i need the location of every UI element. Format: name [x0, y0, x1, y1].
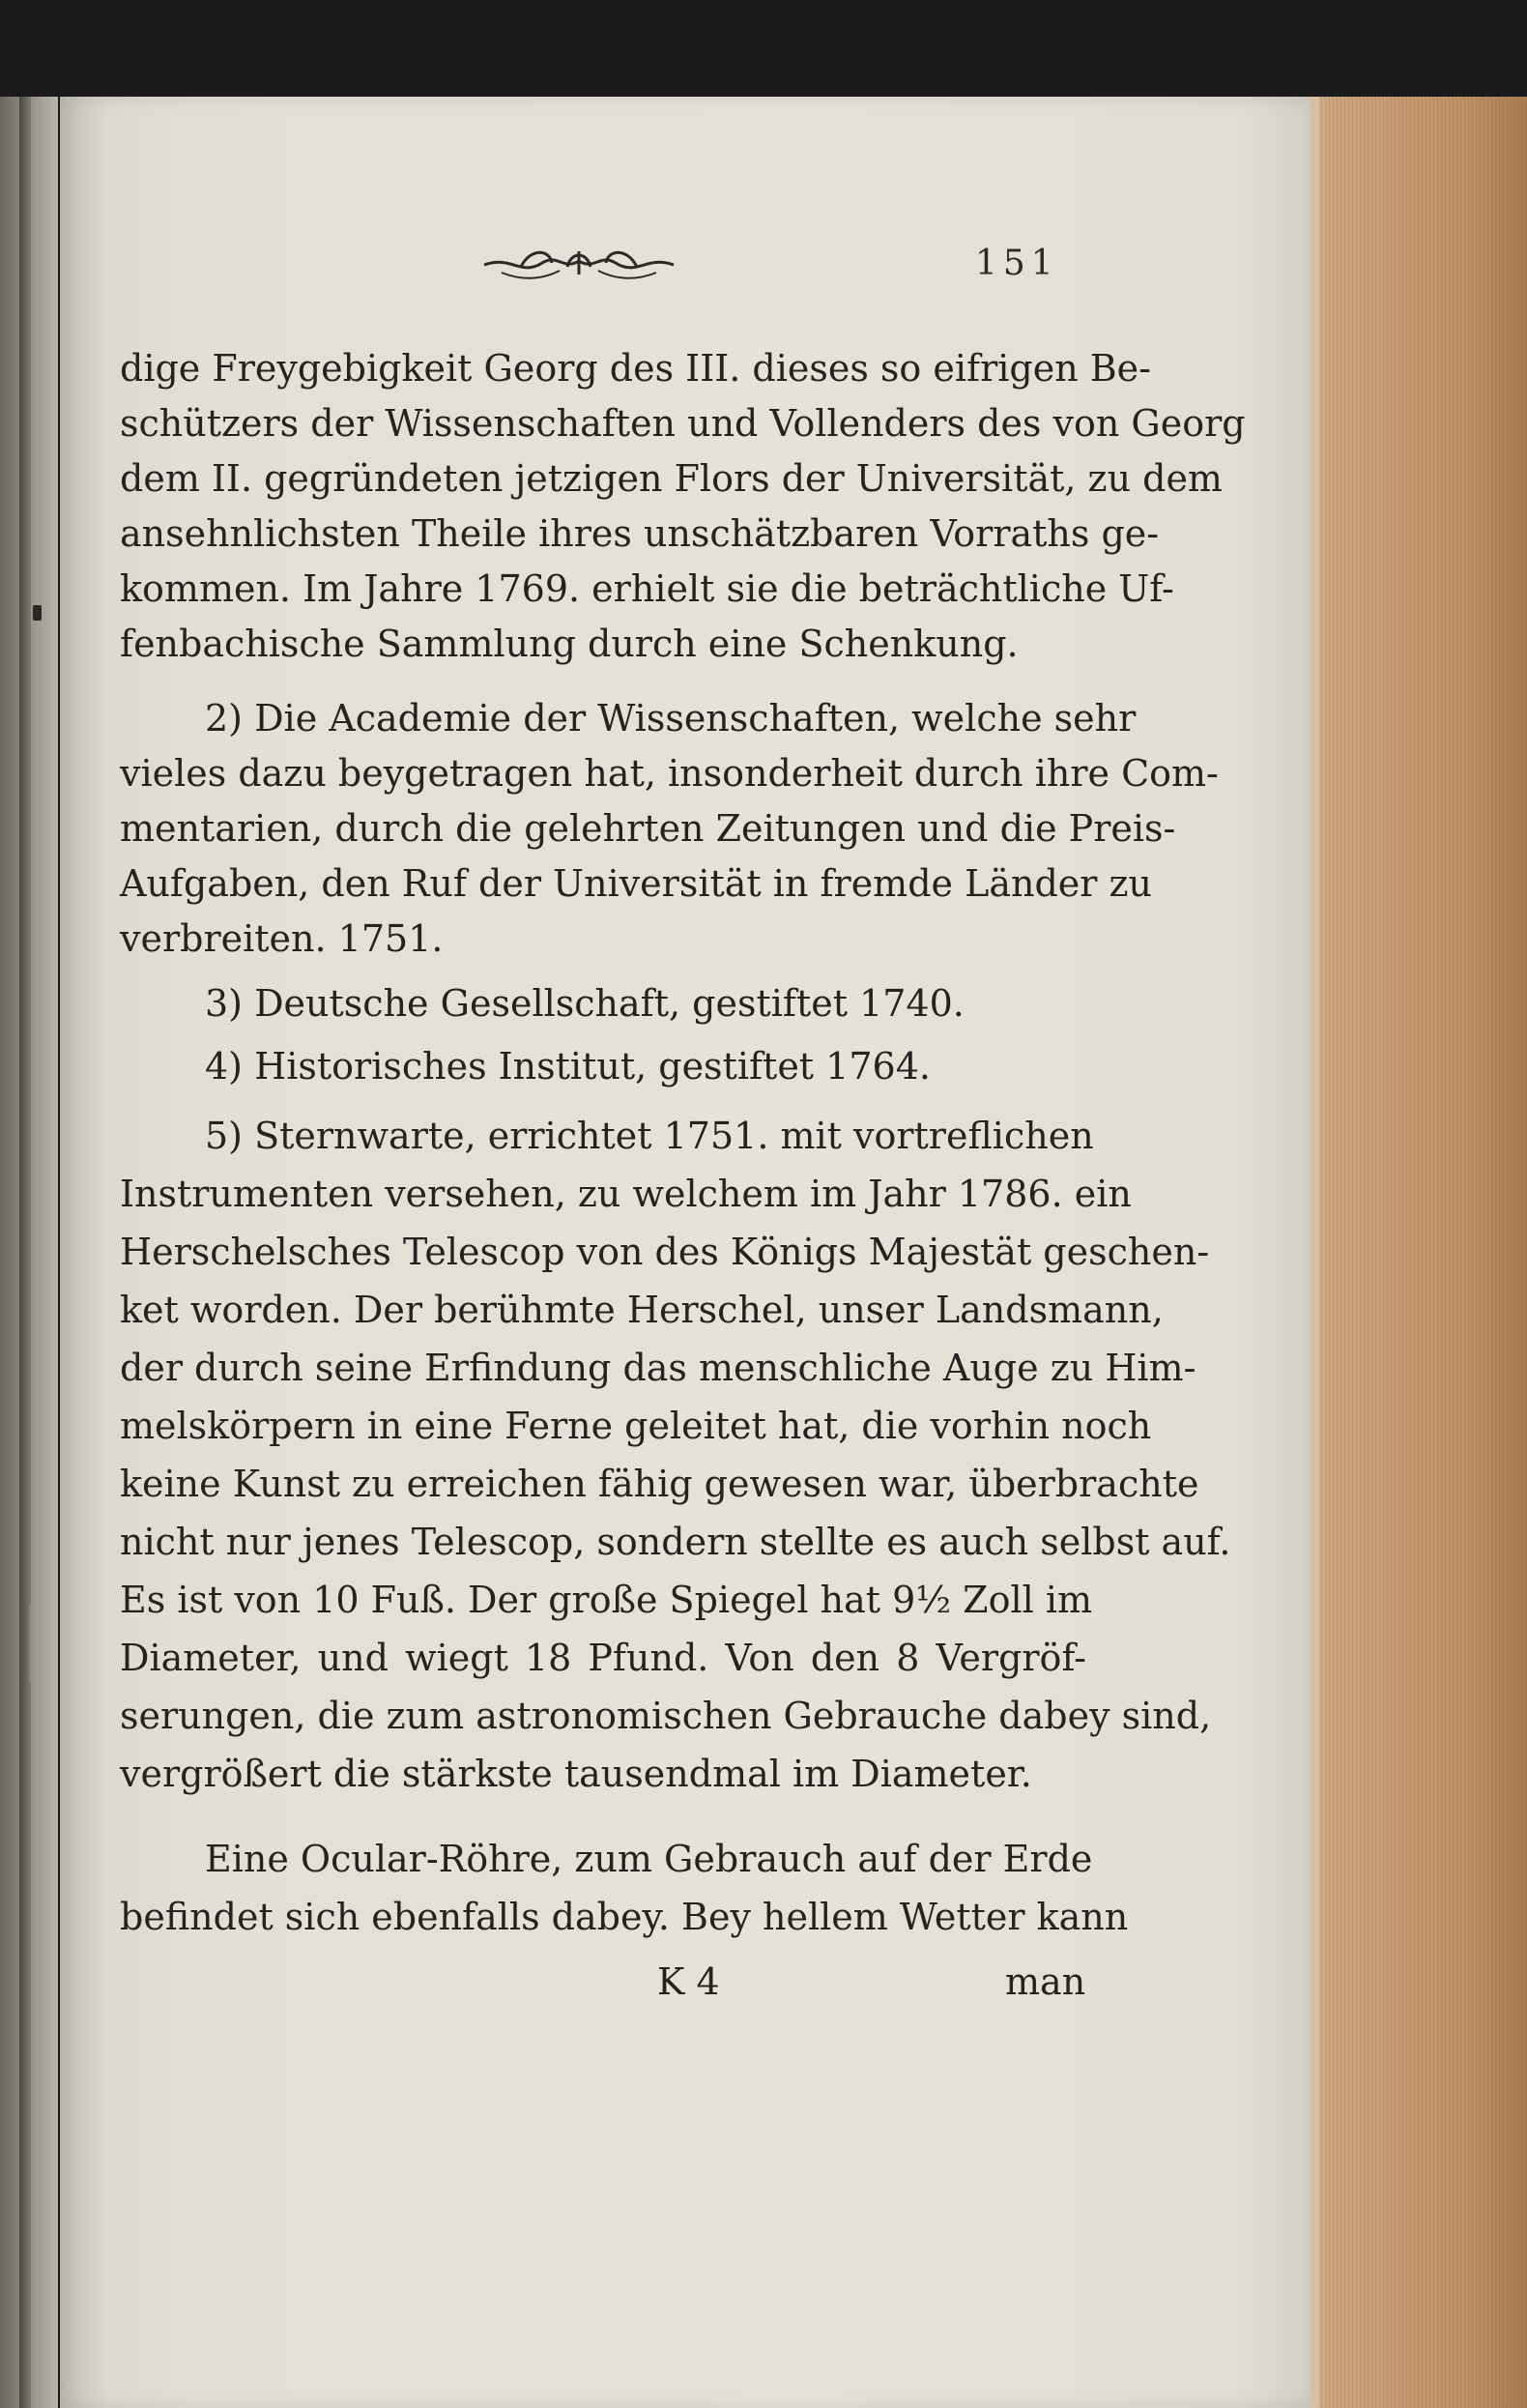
- text-line: kommen. Im Jahre 1769. erhielt sie die beträchtliche Uf-: [120, 567, 1174, 610]
- text-line: melskörpern in eine Ferne geleitet hat, die vorhin noch: [120, 1405, 1152, 1447]
- page-fore-edge: [1290, 97, 1527, 2408]
- headpiece-ornament-icon: [482, 238, 676, 286]
- text-line: vieles dazu beygetragen hat, insonderheit durch ihre Com-: [120, 752, 1219, 795]
- page-header: [120, 238, 1086, 305]
- text-line: Aufgaben, den Ruf der Universität in fremde Länder zu: [120, 862, 1153, 905]
- text-line: keine Kunst zu erreichen fähig gewesen war, überbrachte: [120, 1463, 1199, 1505]
- margin-mark: [33, 605, 42, 621]
- text-line: dige Freygebigkeit Georg des III. dieses so eifrigen Be-: [120, 347, 1152, 390]
- text-line: serungen, die zum astronomischen Gebrauche dabey sind,: [120, 1695, 1212, 1737]
- text-line: der durch seine Erfindung das menschliche Auge zu Him-: [120, 1347, 1196, 1389]
- text-line: Es ist von 10 Fuß. Der große Spiegel hat 9½ Zoll im: [120, 1579, 1093, 1621]
- text-line: dem II. gegründeten jetzigen Flors der Universität, zu dem: [120, 457, 1223, 500]
- text-line: Herschelsches Telescop von des Königs Majestät geschen-: [120, 1231, 1210, 1273]
- text-line: 3) Deutsche Gesellschaft, gestiftet 1740.: [205, 982, 965, 1025]
- text-line: fenbachische Sammlung durch eine Schenkung.: [120, 623, 1019, 665]
- catchword: man: [1005, 1960, 1086, 2003]
- margin-bracket: [29, 1605, 37, 1682]
- text-line: mentarien, durch die gelehrten Zeitungen und die Preis-: [120, 807, 1176, 850]
- page-number: 151: [975, 244, 1059, 283]
- text-line: Instrumenten versehen, zu welchem im Jahr 1786. ein: [120, 1173, 1132, 1215]
- text-line: Diameter, und wiegt 18 Pfund. Von den 8 Vergröf-: [120, 1637, 1086, 1679]
- text-line: 4) Historisches Institut, gestiftet 1764.: [205, 1045, 931, 1088]
- text-line: Eine Ocular-Röhre, zum Gebrauch auf der Erde: [205, 1838, 1093, 1880]
- text-line: 2) Die Academie der Wissenschaften, welche sehr: [205, 697, 1137, 740]
- text-line: 5) Sternwarte, errichtet 1751. mit vortreflichen: [205, 1115, 1094, 1157]
- signature-mark: K 4: [657, 1960, 720, 2003]
- text-line: vergrößert die stärkste tausendmal im Diameter.: [120, 1753, 1032, 1795]
- text-line: ansehnlichsten Theile ihres unschätzbaren Vorraths ge-: [120, 512, 1160, 555]
- text-line: schützers der Wissenschaften und Vollenders des von Georg: [120, 402, 1246, 445]
- text-line: nicht nur jenes Telescop, sondern stellte es auch selbst auf.: [120, 1521, 1231, 1563]
- text-line: verbreiten. 1751.: [120, 917, 444, 960]
- text-line: befindet sich ebenfalls dabey. Bey hellem Wetter kann: [120, 1896, 1129, 1938]
- facing-page-edge: [19, 97, 31, 2408]
- text-line: ket worden. Der berühmte Herschel, unser Landsmann,: [120, 1289, 1164, 1331]
